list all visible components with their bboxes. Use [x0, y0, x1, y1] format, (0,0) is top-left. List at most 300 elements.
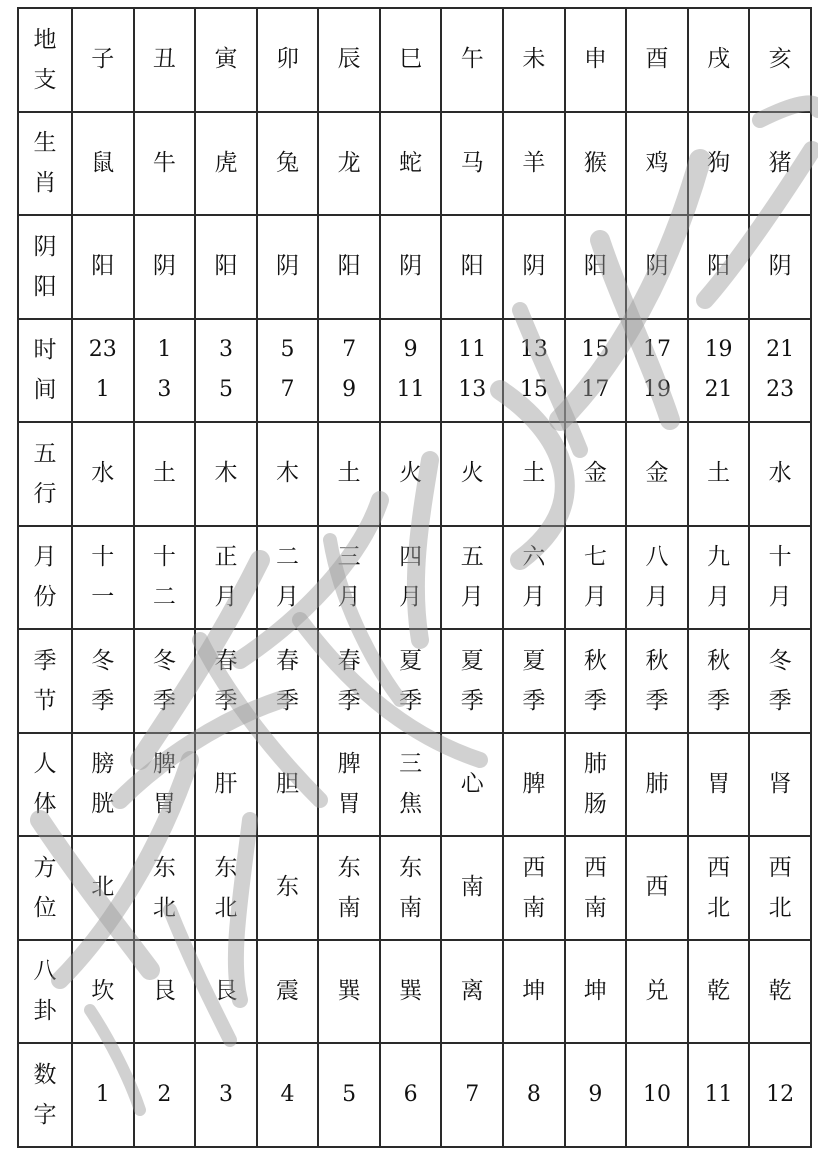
table-cell	[565, 526, 627, 630]
row-header	[18, 526, 72, 630]
cell-line: 23	[88, 337, 117, 363]
table-row	[18, 629, 811, 733]
cell-value: 马	[460, 149, 484, 176]
table-cell	[688, 733, 750, 837]
row-header	[18, 1043, 72, 1147]
cell-line: 春	[276, 647, 300, 674]
table-cell	[134, 1043, 196, 1147]
cell-line: 季	[399, 687, 423, 714]
cell-line: 北	[214, 894, 238, 921]
cell-value: 肺	[645, 770, 669, 797]
table-cell	[565, 733, 627, 837]
table-row	[18, 8, 811, 112]
table-cell	[503, 422, 565, 526]
cell-line: 月	[768, 584, 792, 611]
table-cell	[134, 836, 196, 940]
table-cell	[749, 629, 811, 733]
table-cell	[380, 215, 442, 319]
table-cell	[195, 422, 257, 526]
cell-value: 兔	[276, 149, 300, 176]
table-row	[18, 836, 811, 940]
cell-value: 子	[91, 46, 115, 73]
cell-line: 脾	[152, 751, 176, 778]
row-header-char: 生	[33, 130, 57, 157]
table-cell	[134, 8, 196, 112]
row-header-char: 阳	[33, 273, 57, 300]
table-cell	[195, 629, 257, 733]
cell-value: 8	[526, 1082, 541, 1108]
cell-value: 北	[91, 874, 115, 901]
cell-value: 阴	[276, 253, 300, 280]
table-cell	[257, 629, 319, 733]
row-header	[18, 319, 72, 423]
cell-line: 7	[342, 337, 357, 363]
cell-line: 月	[583, 584, 607, 611]
cell-value: 胃	[707, 770, 731, 797]
cell-line: 夏	[522, 647, 546, 674]
cell-line: 八	[645, 544, 669, 571]
cell-value: 3	[218, 1082, 233, 1108]
cell-line: 东	[337, 854, 361, 881]
table-row	[18, 319, 811, 423]
table-cell	[626, 836, 688, 940]
table-cell	[318, 8, 380, 112]
row-header-char: 阴	[33, 233, 57, 260]
cell-value: 酉	[645, 46, 669, 73]
cell-value: 9	[588, 1082, 603, 1108]
cell-value: 未	[522, 46, 546, 73]
table-cell	[380, 422, 442, 526]
cell-value: 水	[91, 460, 115, 487]
table-cell	[503, 215, 565, 319]
cell-line: 肠	[583, 791, 607, 818]
cell-value: 11	[704, 1082, 733, 1108]
cell-line: 11	[396, 377, 425, 403]
row-header-char: 肖	[33, 170, 57, 197]
table-cell	[380, 8, 442, 112]
table-cell	[257, 733, 319, 837]
row-header	[18, 112, 72, 216]
cell-line: 季	[707, 687, 731, 714]
table-cell	[134, 422, 196, 526]
table-row	[18, 940, 811, 1044]
table-cell	[503, 112, 565, 216]
cell-line: 西	[583, 854, 607, 881]
cell-line: 9	[342, 377, 357, 403]
table-cell	[72, 215, 134, 319]
cell-line: 月	[399, 584, 423, 611]
table-cell	[441, 8, 503, 112]
earthly-branches-table-container	[17, 7, 812, 1145]
cell-line: 13	[458, 377, 487, 403]
table-cell	[749, 215, 811, 319]
cell-line: 17	[581, 377, 610, 403]
cell-line: 13	[519, 337, 548, 363]
cell-value: 阳	[583, 253, 607, 280]
table-cell	[195, 215, 257, 319]
cell-line: 季	[645, 687, 669, 714]
cell-value: 阳	[214, 253, 238, 280]
row-header-char: 字	[33, 1101, 57, 1128]
cell-value: 鸡	[645, 149, 669, 176]
cell-value: 土	[152, 460, 176, 487]
cell-value: 12	[766, 1082, 795, 1108]
table-cell	[380, 629, 442, 733]
cell-line: 1	[157, 337, 172, 363]
row-header-char: 份	[33, 584, 57, 611]
cell-line: 月	[707, 584, 731, 611]
table-cell	[318, 940, 380, 1044]
cell-line: 西	[522, 854, 546, 881]
cell-line: 十	[768, 544, 792, 571]
table-cell	[688, 112, 750, 216]
row-header-char: 支	[33, 66, 57, 93]
table-cell	[318, 836, 380, 940]
cell-line: 正	[214, 544, 238, 571]
cell-value: 申	[583, 46, 607, 73]
cell-value: 乾	[768, 977, 792, 1004]
row-header-char: 节	[33, 687, 57, 714]
cell-value: 巽	[399, 977, 423, 1004]
table-cell	[72, 940, 134, 1044]
row-header-char: 位	[33, 894, 57, 921]
table-cell	[626, 319, 688, 423]
table-cell	[626, 215, 688, 319]
cell-line: 秋	[583, 647, 607, 674]
cell-value: 坎	[91, 977, 115, 1004]
row-header	[18, 733, 72, 837]
table-cell	[380, 526, 442, 630]
table-cell	[195, 1043, 257, 1147]
table-cell	[565, 422, 627, 526]
table-row	[18, 215, 811, 319]
table-cell	[565, 836, 627, 940]
table-row	[18, 526, 811, 630]
table-cell	[626, 526, 688, 630]
cell-line: 十	[91, 544, 115, 571]
cell-value: 兑	[645, 977, 669, 1004]
table-cell	[503, 8, 565, 112]
table-cell	[72, 8, 134, 112]
cell-value: 木	[214, 460, 238, 487]
cell-line: 西	[707, 854, 731, 881]
cell-line: 季	[337, 687, 361, 714]
table-cell	[318, 112, 380, 216]
cell-value: 阴	[152, 253, 176, 280]
cell-line: 7	[280, 377, 295, 403]
table-cell	[749, 319, 811, 423]
cell-value: 7	[465, 1082, 480, 1108]
cell-value: 阴	[399, 253, 423, 280]
cell-line: 胃	[152, 791, 176, 818]
row-header-char: 行	[33, 480, 57, 507]
table-cell	[749, 1043, 811, 1147]
cell-line: 月	[645, 584, 669, 611]
cell-line: 南	[522, 894, 546, 921]
table-cell	[565, 629, 627, 733]
row-header-char: 季	[33, 647, 57, 674]
table-cell	[441, 526, 503, 630]
cell-line: 19	[704, 337, 733, 363]
table-cell	[503, 319, 565, 423]
cell-value: 4	[280, 1082, 295, 1108]
cell-line: 月	[522, 584, 546, 611]
cell-value: 羊	[522, 149, 546, 176]
table-cell	[195, 940, 257, 1044]
cell-value: 木	[276, 460, 300, 487]
table-cell	[688, 629, 750, 733]
cell-line: 北	[707, 894, 731, 921]
table-cell	[380, 112, 442, 216]
cell-line: 六	[522, 544, 546, 571]
cell-value: 阳	[707, 253, 731, 280]
table-cell	[318, 733, 380, 837]
table-cell	[380, 940, 442, 1044]
table-cell	[565, 940, 627, 1044]
table-cell	[503, 836, 565, 940]
cell-value: 阳	[337, 253, 361, 280]
cell-line: 西	[768, 854, 792, 881]
cell-line: 十	[152, 544, 176, 571]
table-cell	[134, 215, 196, 319]
cell-value: 乾	[707, 977, 731, 1004]
row-header	[18, 836, 72, 940]
cell-line: 5	[280, 337, 295, 363]
table-cell	[565, 8, 627, 112]
table-cell	[749, 526, 811, 630]
cell-line: 春	[214, 647, 238, 674]
cell-line: 二	[152, 584, 176, 611]
cell-line: 3	[157, 377, 172, 403]
cell-line: 胱	[91, 791, 115, 818]
table-cell	[626, 1043, 688, 1147]
cell-value: 金	[583, 460, 607, 487]
cell-value: 水	[768, 460, 792, 487]
cell-line: 东	[152, 854, 176, 881]
cell-value: 2	[157, 1082, 172, 1108]
table-cell	[318, 319, 380, 423]
cell-value: 卯	[276, 46, 300, 73]
table-row	[18, 422, 811, 526]
table-cell	[318, 422, 380, 526]
table-cell	[503, 1043, 565, 1147]
table-cell	[134, 940, 196, 1044]
cell-value: 戌	[707, 46, 731, 73]
table-cell	[134, 526, 196, 630]
table-cell	[749, 8, 811, 112]
cell-value: 寅	[214, 46, 238, 73]
table-cell	[318, 215, 380, 319]
cell-line: 夏	[399, 647, 423, 674]
table-cell	[503, 733, 565, 837]
row-header	[18, 940, 72, 1044]
cell-line: 19	[642, 377, 671, 403]
table-cell	[626, 733, 688, 837]
cell-line: 15	[519, 377, 548, 403]
cell-line: 季	[522, 687, 546, 714]
table-cell	[688, 940, 750, 1044]
cell-line: 月	[460, 584, 484, 611]
cell-value: 西	[645, 874, 669, 901]
cell-value: 离	[460, 977, 484, 1004]
table-cell	[503, 629, 565, 733]
cell-line: 四	[399, 544, 423, 571]
cell-value: 土	[337, 460, 361, 487]
table-cell	[565, 1043, 627, 1147]
cell-value: 蛇	[399, 149, 423, 176]
table-cell	[749, 422, 811, 526]
table-cell	[257, 940, 319, 1044]
table-cell	[688, 8, 750, 112]
cell-line: 季	[152, 687, 176, 714]
cell-line: 夏	[460, 647, 484, 674]
cell-value: 肾	[768, 770, 792, 797]
cell-value: 土	[707, 460, 731, 487]
table-cell	[257, 422, 319, 526]
table-cell	[134, 733, 196, 837]
table-cell	[380, 836, 442, 940]
cell-line: 北	[768, 894, 792, 921]
cell-line: 三	[337, 544, 361, 571]
cell-value: 午	[460, 46, 484, 73]
table-cell	[134, 112, 196, 216]
cell-value: 阳	[460, 253, 484, 280]
cell-line: 东	[399, 854, 423, 881]
cell-line: 冬	[768, 647, 792, 674]
cell-line: 冬	[91, 647, 115, 674]
cell-line: 北	[152, 894, 176, 921]
row-header	[18, 8, 72, 112]
cell-value: 10	[642, 1082, 671, 1108]
cell-value: 辰	[337, 46, 361, 73]
cell-line: 季	[583, 687, 607, 714]
cell-line: 17	[642, 337, 671, 363]
table-cell	[257, 112, 319, 216]
table-cell	[257, 526, 319, 630]
table-cell	[195, 836, 257, 940]
earthly-branches-table	[17, 7, 812, 1148]
cell-value: 5	[342, 1082, 357, 1108]
table-cell	[626, 422, 688, 526]
cell-value: 阴	[522, 253, 546, 280]
table-cell	[257, 1043, 319, 1147]
row-header-char: 间	[33, 377, 57, 404]
cell-value: 阴	[768, 253, 792, 280]
table-cell	[72, 733, 134, 837]
table-cell	[441, 215, 503, 319]
row-header-char: 方	[33, 854, 57, 881]
cell-line: 焦	[399, 791, 423, 818]
cell-value: 鼠	[91, 149, 115, 176]
cell-value: 金	[645, 460, 669, 487]
table-cell	[195, 319, 257, 423]
row-header-char: 体	[33, 791, 57, 818]
cell-line: 9	[403, 337, 418, 363]
cell-line: 胃	[337, 791, 361, 818]
cell-value: 脾	[522, 770, 546, 797]
cell-value: 东	[276, 874, 300, 901]
table-cell	[565, 112, 627, 216]
table-cell	[688, 319, 750, 423]
cell-line: 南	[583, 894, 607, 921]
cell-value: 火	[460, 460, 484, 487]
cell-line: 五	[460, 544, 484, 571]
row-header	[18, 629, 72, 733]
table-cell	[318, 1043, 380, 1147]
table-cell	[626, 112, 688, 216]
cell-line: 南	[337, 894, 361, 921]
table-cell	[134, 319, 196, 423]
cell-line: 春	[337, 647, 361, 674]
cell-value: 艮	[152, 977, 176, 1004]
table-cell	[441, 319, 503, 423]
cell-line: 一	[91, 584, 115, 611]
cell-line: 肺	[583, 751, 607, 778]
cell-value: 阴	[645, 253, 669, 280]
table-cell	[257, 319, 319, 423]
cell-value: 坤	[583, 977, 607, 1004]
cell-line: 二	[276, 544, 300, 571]
table-cell	[441, 940, 503, 1044]
row-header-char: 数	[33, 1061, 57, 1088]
table-cell	[441, 422, 503, 526]
table-cell	[749, 112, 811, 216]
row-header-char: 月	[33, 544, 57, 571]
cell-value: 阳	[91, 253, 115, 280]
cell-value: 火	[399, 460, 423, 487]
table-cell	[72, 319, 134, 423]
table-row	[18, 112, 811, 216]
cell-value: 6	[403, 1082, 418, 1108]
cell-value: 牛	[152, 149, 176, 176]
table-cell	[688, 422, 750, 526]
table-cell	[257, 215, 319, 319]
cell-line: 冬	[152, 647, 176, 674]
table-cell	[380, 1043, 442, 1147]
table-cell	[380, 733, 442, 837]
cell-value: 巳	[399, 46, 423, 73]
row-header	[18, 422, 72, 526]
cell-line: 月	[214, 584, 238, 611]
table-row	[18, 733, 811, 837]
cell-line: 月	[276, 584, 300, 611]
cell-line: 月	[337, 584, 361, 611]
table-cell	[257, 8, 319, 112]
table-cell	[503, 526, 565, 630]
table-cell	[72, 526, 134, 630]
table-cell	[318, 629, 380, 733]
cell-line: 东	[214, 854, 238, 881]
table-cell	[441, 836, 503, 940]
table-cell	[626, 8, 688, 112]
cell-line: 秋	[707, 647, 731, 674]
cell-value: 坤	[522, 977, 546, 1004]
table-cell	[749, 733, 811, 837]
table-cell	[72, 1043, 134, 1147]
table-cell	[441, 112, 503, 216]
cell-value: 虎	[214, 149, 238, 176]
table-cell	[72, 836, 134, 940]
cell-line: 南	[399, 894, 423, 921]
cell-value: 震	[276, 977, 300, 1004]
cell-line: 5	[218, 377, 233, 403]
cell-value: 南	[460, 874, 484, 901]
table-row	[18, 1043, 811, 1147]
row-header-char: 八	[33, 958, 57, 985]
cell-value: 心	[460, 770, 484, 797]
table-cell	[565, 215, 627, 319]
cell-line: 季	[460, 687, 484, 714]
